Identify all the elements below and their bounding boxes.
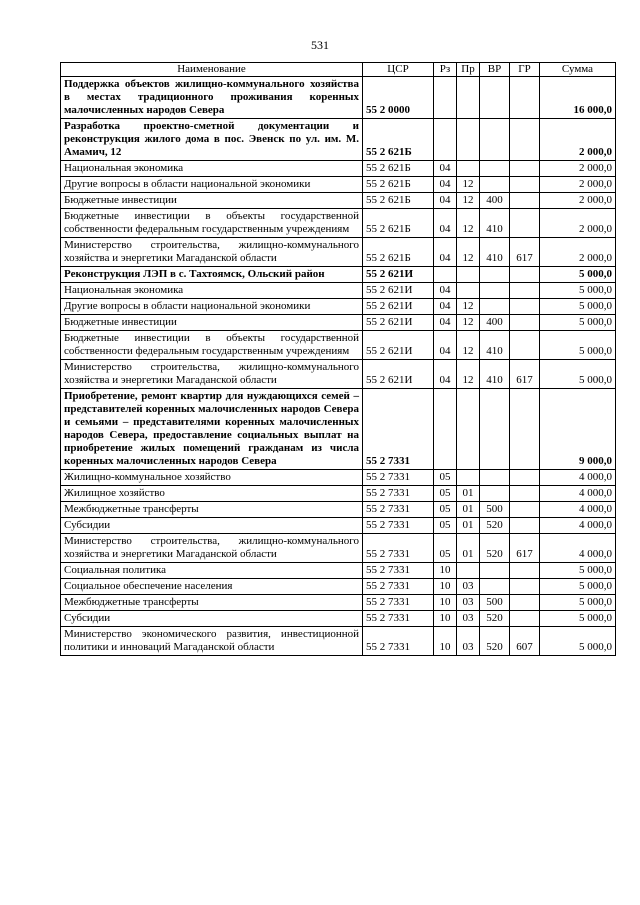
- cell-gr: [510, 77, 540, 119]
- table-row: [61, 177, 616, 193]
- cell-sum: 4 000,0: [540, 534, 616, 563]
- cell-gr: [510, 119, 540, 161]
- cell-rz: 04: [434, 315, 457, 331]
- cell-name: Министерство строительства, жилищно-коммунального хозяйства и энергетики Магаданской области: [61, 534, 363, 563]
- cell-vr: 500: [480, 595, 510, 611]
- cell-sum: 4 000,0: [540, 470, 616, 486]
- cell-sum: 5 000,0: [540, 360, 616, 389]
- cell-sum: 5 000,0: [540, 627, 616, 656]
- cell-sum: 5 000,0: [540, 563, 616, 579]
- cell-csr: 55 2 7331: [363, 486, 434, 502]
- table-row: [61, 161, 616, 177]
- cell-csr: 55 2 7331: [363, 579, 434, 595]
- cell-pr: 12: [457, 299, 480, 315]
- cell-name: Межбюджетные трансферты: [61, 502, 363, 518]
- cell-csr: 55 2 621Б: [363, 209, 434, 238]
- cell-name: Министерство строительства, жилищно-коммунального хозяйства и энергетики Магаданской области: [61, 360, 363, 389]
- cell-sum: 5 000,0: [540, 611, 616, 627]
- cell-pr: [457, 283, 480, 299]
- table-row: [61, 331, 616, 360]
- cell-csr: 55 2 621И: [363, 315, 434, 331]
- cell-sum: 5 000,0: [540, 331, 616, 360]
- cell-gr: [510, 502, 540, 518]
- cell-sum: 16 000,0: [540, 77, 616, 119]
- cell-rz: 05: [434, 518, 457, 534]
- cell-csr: 55 2 621Б: [363, 119, 434, 161]
- cell-gr: 607: [510, 627, 540, 656]
- cell-rz: [434, 389, 457, 470]
- cell-pr: 01: [457, 502, 480, 518]
- cell-name: Национальная экономика: [61, 283, 363, 299]
- cell-sum: 2 000,0: [540, 209, 616, 238]
- cell-rz: 04: [434, 331, 457, 360]
- cell-gr: [510, 486, 540, 502]
- cell-pr: [457, 389, 480, 470]
- table-row: [61, 119, 616, 161]
- cell-name: Бюджетные инвестиции: [61, 193, 363, 209]
- cell-csr: 55 2 7331: [363, 563, 434, 579]
- cell-csr: 55 2 7331: [363, 389, 434, 470]
- cell-csr: 55 2 7331: [363, 470, 434, 486]
- table-row: [61, 563, 616, 579]
- cell-sum: 4 000,0: [540, 518, 616, 534]
- cell-name: Межбюджетные трансферты: [61, 595, 363, 611]
- table-row: [61, 315, 616, 331]
- table-row: [61, 518, 616, 534]
- cell-gr: [510, 470, 540, 486]
- cell-gr: [510, 563, 540, 579]
- cell-name: Социальное обеспечение населения: [61, 579, 363, 595]
- cell-name: Национальная экономика: [61, 161, 363, 177]
- budget-table: [60, 62, 616, 656]
- cell-pr: [457, 563, 480, 579]
- cell-sum: 5 000,0: [540, 299, 616, 315]
- cell-sum: 2 000,0: [540, 119, 616, 161]
- cell-csr: 55 2 621Б: [363, 177, 434, 193]
- cell-vr: 500: [480, 502, 510, 518]
- cell-pr: 01: [457, 534, 480, 563]
- cell-csr: 55 2 621И: [363, 267, 434, 283]
- cell-rz: 05: [434, 534, 457, 563]
- cell-rz: 04: [434, 161, 457, 177]
- cell-rz: [434, 77, 457, 119]
- cell-name: Другие вопросы в области национальной экономики: [61, 177, 363, 193]
- cell-csr: 55 2 621Б: [363, 238, 434, 267]
- cell-gr: [510, 331, 540, 360]
- cell-rz: 05: [434, 470, 457, 486]
- cell-name: Другие вопросы в области национальной экономики: [61, 299, 363, 315]
- table-row: [61, 77, 616, 119]
- cell-rz: 04: [434, 283, 457, 299]
- cell-rz: 04: [434, 209, 457, 238]
- cell-vr: 520: [480, 627, 510, 656]
- cell-name: Жилищное хозяйство: [61, 486, 363, 502]
- cell-vr: [480, 299, 510, 315]
- table-row: [61, 627, 616, 656]
- cell-sum: 5 000,0: [540, 595, 616, 611]
- cell-name: Бюджетные инвестиции: [61, 315, 363, 331]
- cell-sum: 2 000,0: [540, 177, 616, 193]
- cell-csr: 55 2 7331: [363, 502, 434, 518]
- cell-rz: [434, 119, 457, 161]
- header-sum: Сумма: [540, 63, 616, 77]
- cell-vr: [480, 579, 510, 595]
- cell-csr: 55 2 0000: [363, 77, 434, 119]
- cell-pr: [457, 77, 480, 119]
- cell-vr: [480, 389, 510, 470]
- cell-gr: [510, 579, 540, 595]
- table-row: [61, 238, 616, 267]
- cell-gr: 617: [510, 360, 540, 389]
- header-name: Наименование: [61, 63, 363, 77]
- cell-gr: [510, 209, 540, 238]
- cell-pr: 01: [457, 518, 480, 534]
- page-number: 531: [311, 38, 329, 52]
- cell-sum: 4 000,0: [540, 486, 616, 502]
- table-row: [61, 611, 616, 627]
- cell-rz: 04: [434, 193, 457, 209]
- cell-vr: 400: [480, 315, 510, 331]
- cell-pr: [457, 267, 480, 283]
- cell-csr: 55 2 7331: [363, 518, 434, 534]
- cell-pr: 12: [457, 315, 480, 331]
- cell-gr: [510, 283, 540, 299]
- cell-vr: [480, 161, 510, 177]
- cell-csr: 55 2 621И: [363, 360, 434, 389]
- table-row: [61, 209, 616, 238]
- table-row: [61, 579, 616, 595]
- cell-sum: 4 000,0: [540, 502, 616, 518]
- table-row: [61, 389, 616, 470]
- cell-vr: 520: [480, 518, 510, 534]
- table-row: [61, 283, 616, 299]
- cell-sum: 2 000,0: [540, 238, 616, 267]
- cell-pr: [457, 119, 480, 161]
- cell-gr: [510, 161, 540, 177]
- cell-name: Разработка проектно-сметной документации и реконструкция жилого дома в пос. Эвенск по ул. им. М. Амамич, 12: [61, 119, 363, 161]
- cell-gr: [510, 518, 540, 534]
- cell-rz: 10: [434, 627, 457, 656]
- table-row: [61, 360, 616, 389]
- header-rz: Рз: [434, 63, 457, 77]
- cell-vr: 410: [480, 238, 510, 267]
- cell-csr: 55 2 7331: [363, 611, 434, 627]
- cell-rz: 04: [434, 177, 457, 193]
- cell-name: Субсидии: [61, 518, 363, 534]
- cell-vr: 410: [480, 360, 510, 389]
- cell-pr: 12: [457, 238, 480, 267]
- cell-vr: [480, 177, 510, 193]
- cell-pr: 12: [457, 209, 480, 238]
- cell-name: Бюджетные инвестиции в объекты государственной собственности федеральным государственным учреждениям: [61, 331, 363, 360]
- cell-rz: 05: [434, 486, 457, 502]
- cell-name: Реконструкция ЛЭП в с. Тахтоямск, Ольский район: [61, 267, 363, 283]
- cell-pr: 03: [457, 627, 480, 656]
- cell-csr: 55 2 621И: [363, 283, 434, 299]
- cell-csr: 55 2 621Б: [363, 161, 434, 177]
- cell-name: Жилищно-коммунальное хозяйство: [61, 470, 363, 486]
- cell-pr: 12: [457, 331, 480, 360]
- cell-vr: [480, 486, 510, 502]
- cell-pr: 03: [457, 611, 480, 627]
- cell-sum: 5 000,0: [540, 579, 616, 595]
- cell-csr: 55 2 7331: [363, 627, 434, 656]
- cell-sum: 5 000,0: [540, 283, 616, 299]
- cell-rz: 05: [434, 502, 457, 518]
- cell-gr: [510, 315, 540, 331]
- header-csr: ЦСР: [363, 63, 434, 77]
- cell-pr: 03: [457, 595, 480, 611]
- cell-rz: 10: [434, 611, 457, 627]
- cell-gr: 617: [510, 238, 540, 267]
- table-row: [61, 595, 616, 611]
- cell-rz: 04: [434, 238, 457, 267]
- cell-pr: 12: [457, 177, 480, 193]
- cell-pr: [457, 161, 480, 177]
- cell-gr: [510, 267, 540, 283]
- header-pr: Пр: [457, 63, 480, 77]
- cell-name: Министерство экономического развития, инвестиционной политики и инноваций Магаданской области: [61, 627, 363, 656]
- cell-rz: 10: [434, 595, 457, 611]
- cell-pr: 01: [457, 486, 480, 502]
- cell-csr: 55 2 7331: [363, 534, 434, 563]
- cell-vr: 400: [480, 193, 510, 209]
- cell-gr: [510, 595, 540, 611]
- cell-vr: [480, 283, 510, 299]
- cell-csr: 55 2 621И: [363, 299, 434, 315]
- cell-pr: 12: [457, 360, 480, 389]
- cell-sum: 9 000,0: [540, 389, 616, 470]
- cell-name: Бюджетные инвестиции в объекты государственной собственности федеральным государственным учреждениям: [61, 209, 363, 238]
- cell-rz: 10: [434, 563, 457, 579]
- cell-gr: [510, 177, 540, 193]
- cell-sum: 2 000,0: [540, 193, 616, 209]
- cell-gr: [510, 389, 540, 470]
- cell-vr: 520: [480, 534, 510, 563]
- table-row: [61, 486, 616, 502]
- cell-sum: 5 000,0: [540, 267, 616, 283]
- cell-gr: 617: [510, 534, 540, 563]
- table-row: [61, 193, 616, 209]
- cell-vr: [480, 77, 510, 119]
- cell-vr: [480, 119, 510, 161]
- cell-vr: 520: [480, 611, 510, 627]
- cell-csr: 55 2 621И: [363, 331, 434, 360]
- cell-rz: 04: [434, 299, 457, 315]
- cell-rz: 04: [434, 360, 457, 389]
- cell-name: Субсидии: [61, 611, 363, 627]
- cell-pr: 03: [457, 579, 480, 595]
- cell-pr: 12: [457, 193, 480, 209]
- cell-name: Поддержка объектов жилищно-коммунального хозяйства в местах традиционного проживания коренных малочисленных народов Севера: [61, 77, 363, 119]
- cell-vr: [480, 563, 510, 579]
- header-vr: ВР: [480, 63, 510, 77]
- table-row: [61, 299, 616, 315]
- cell-name: Социальная политика: [61, 563, 363, 579]
- table-row: [61, 470, 616, 486]
- cell-rz: 10: [434, 579, 457, 595]
- table-row: [61, 502, 616, 518]
- cell-gr: [510, 299, 540, 315]
- cell-vr: [480, 470, 510, 486]
- cell-vr: [480, 267, 510, 283]
- cell-rz: [434, 267, 457, 283]
- table-row: [61, 534, 616, 563]
- header-gr: ГР: [510, 63, 540, 77]
- cell-pr: [457, 470, 480, 486]
- cell-sum: 5 000,0: [540, 315, 616, 331]
- cell-csr: 55 2 621Б: [363, 193, 434, 209]
- cell-gr: [510, 193, 540, 209]
- cell-vr: 410: [480, 209, 510, 238]
- cell-csr: 55 2 7331: [363, 595, 434, 611]
- cell-vr: 410: [480, 331, 510, 360]
- cell-name: Приобретение, ремонт квартир для нуждающихся семей – представителей коренных малочисленных народов Севера и семьями – представителями коренных малочисленных народов Севера, предоставление социальных выплат на приобретение жилых помещений гражданам из числа коренных малочисленных народов Севера: [61, 389, 363, 470]
- cell-gr: [510, 611, 540, 627]
- header-row: [61, 63, 616, 77]
- table-row: [61, 267, 616, 283]
- cell-name: Министерство строительства, жилищно-коммунального хозяйства и энергетики Магаданской области: [61, 238, 363, 267]
- cell-sum: 2 000,0: [540, 161, 616, 177]
